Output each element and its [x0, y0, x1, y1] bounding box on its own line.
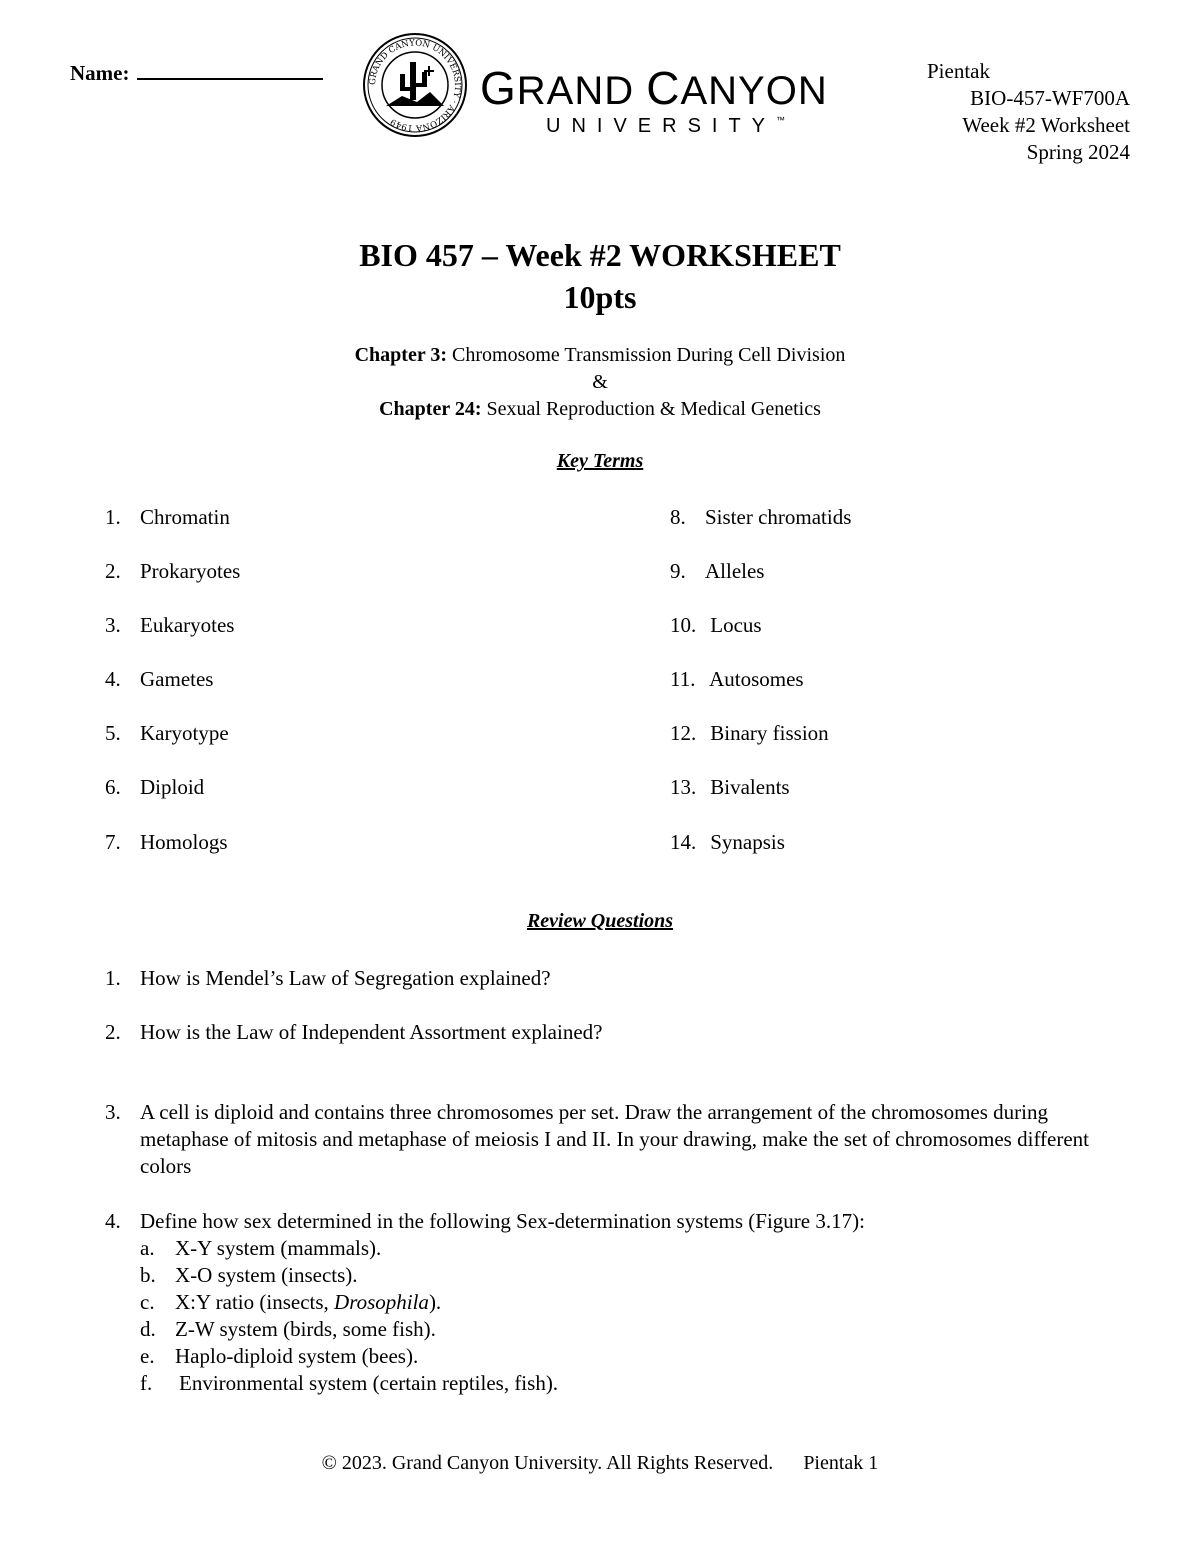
name-label: Name: [70, 61, 130, 85]
university-seal-logo [362, 32, 468, 138]
page-footer [0, 1452, 1200, 1475]
sub-item: a. X-Y system (mammals). [140, 1236, 382, 1260]
sub-item: f. Environmental system (certain reptiles, fish). [140, 1371, 559, 1395]
question-item: 4. Define how sex determined in the following Sex-determination systems (Figure 3.17): [105, 1209, 865, 1233]
question-item: 3. A cell is diploid and contains three chromosomes per set. Draw the arrangement of the chromosomes during metaphase of mitosis and metaphase of meiosis I and II. In your drawing, make the set of chromosomes different colors [105, 1100, 1090, 1178]
course-code: BIO-457-WF700A [970, 86, 1130, 110]
question-item: 2. How is the Law of Independent Assortment explained? [105, 1020, 603, 1044]
term-item: 5. Karyotype [105, 721, 229, 745]
chapter-24-title: Sexual Reproduction & Medical Genetics [486, 398, 821, 420]
question-item: 1. How is Mendel’s Law of Segregation explained? [105, 966, 551, 990]
copyright-notice: © 2023. Grand Canyon University. All Rights Reserved. [321, 1452, 774, 1474]
name-field-label [70, 58, 323, 86]
term-item: 8. Sister chromatids [670, 505, 852, 529]
title-line-1: BIO 457 – Week #2 WORKSHEET [359, 237, 841, 273]
sub-item: c. X:Y ratio (insects, Drosophila). [140, 1290, 442, 1314]
chapter-24-label: Chapter 24: [379, 398, 482, 420]
key-terms-heading: Key Terms [556, 450, 644, 472]
chapter-3 [0, 342, 1200, 369]
term-item: 14. Synapsis [670, 830, 785, 854]
page-title [0, 234, 1200, 318]
instructor-name: Pientak [927, 59, 990, 83]
term-item: 3. Eukaryotes [105, 613, 235, 637]
italic-species: Drosophila [334, 1290, 429, 1314]
term-item: 13. Bivalents [670, 775, 790, 799]
chapter-3-label: Chapter 3: [354, 344, 448, 366]
title-points: 10pts [563, 279, 637, 315]
term-item: 10. Locus [670, 613, 762, 637]
term-item: 4. Gametes [105, 667, 214, 691]
term-item: 6. Diploid [105, 775, 205, 799]
sub-item: d. Z-W system (birds, some fish). [140, 1317, 436, 1341]
term-item: 1. Chromatin [105, 505, 230, 529]
university-wordmark-logo: GRAND CANYON UNIVERSITY™ [480, 62, 828, 137]
chapter-24 [0, 396, 1200, 423]
sub-item: e. Haplo-diploid system (bees). [140, 1344, 419, 1368]
term-item: 2. Prokaryotes [105, 559, 241, 583]
svg-text:GRAND CANYON UNIVERSITY · ARIZ: GRAND CANYON UNIVERSITY · ARIZONA 1949 [367, 38, 463, 133]
term-item: 9. Alleles [670, 559, 765, 583]
sub-item: b. X-O system (insects). [140, 1263, 358, 1287]
page-number: Pientak 1 [803, 1452, 879, 1474]
term-item: 12. Binary fission [670, 721, 829, 745]
name-blank-line[interactable] [137, 58, 323, 80]
review-questions-heading: Review Questions [526, 910, 674, 932]
worksheet-label: Week #2 Worksheet [962, 113, 1130, 137]
chapter-3-title: Chromosome Transmission During Cell Division [452, 344, 846, 366]
term-item: 7. Homologs [105, 830, 228, 854]
chapter-connector: & [592, 371, 608, 393]
term-label: Spring 2024 [1026, 140, 1130, 164]
course-info [927, 58, 1130, 166]
chapter-list [0, 342, 1200, 423]
term-item: 11. Autosomes [670, 667, 804, 691]
